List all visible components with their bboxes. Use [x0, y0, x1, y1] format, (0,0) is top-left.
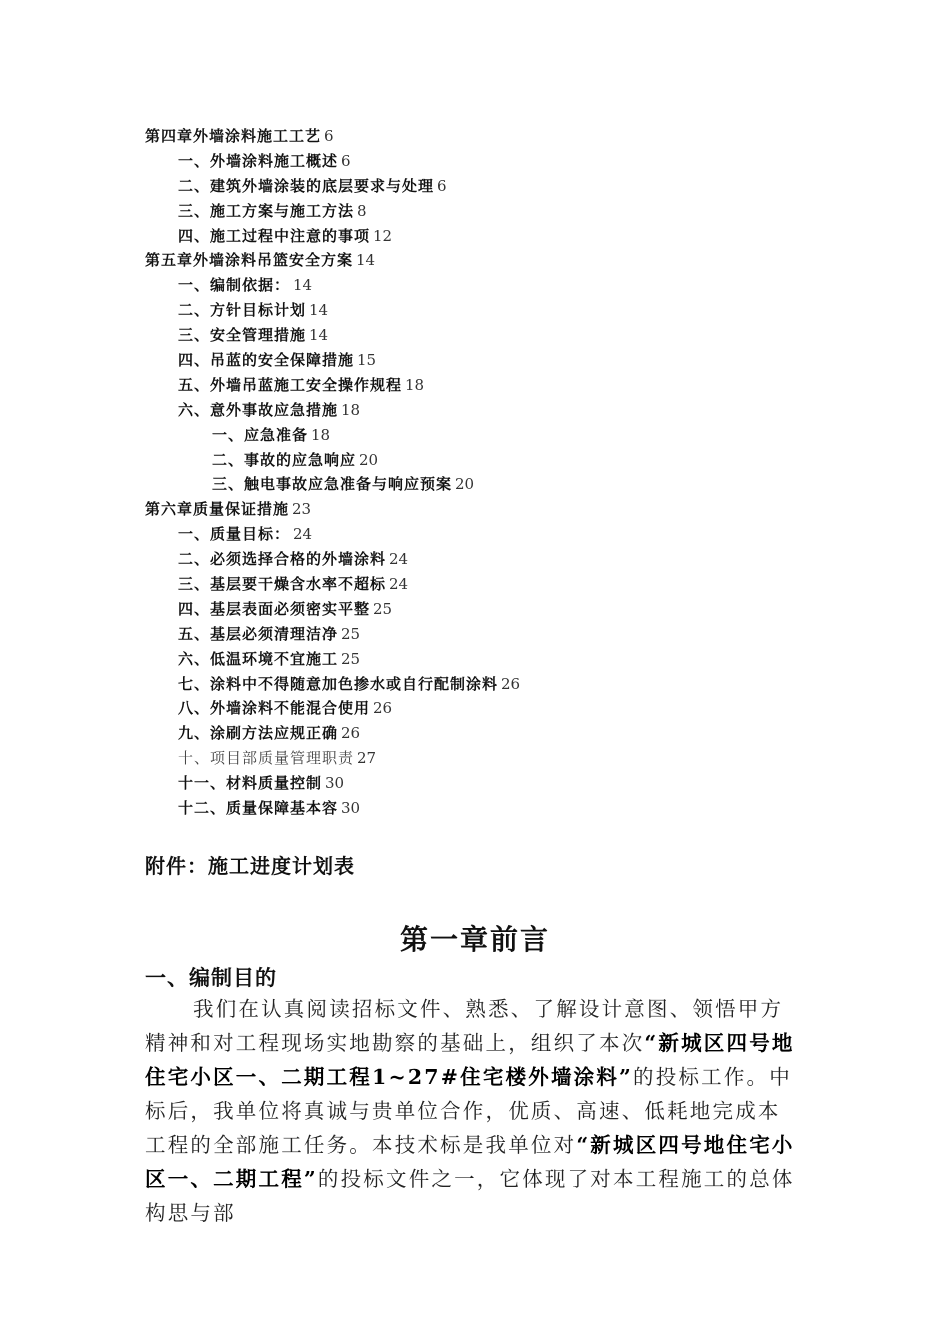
toc-entry-title: 五、外墙吊蓝施工安全操作规程 [178, 375, 403, 394]
toc-entry-title: 一、应急准备 [212, 425, 309, 444]
toc-entry-page-number: 20 [359, 450, 379, 469]
toc-entry-title: 四、吊蓝的安全保障措施 [178, 351, 355, 370]
toc-entry-title: 三、基层要干燥含水率不超标 [178, 575, 387, 594]
toc-entry[interactable] [0, 423, 950, 448]
toc-entry[interactable] [0, 572, 950, 597]
toc-entry-page-number: 6 [437, 176, 447, 195]
toc-entry-title: 一、外墙涂料施工概述 [178, 151, 339, 170]
toc-entry[interactable] [0, 497, 950, 522]
toc-entry-page-number: 26 [373, 699, 393, 718]
toc-entry-page-number: 18 [341, 400, 361, 419]
toc-entry-page-number: 14 [309, 326, 329, 345]
toc-entry-title: 十、项目部质量管理职责 [178, 749, 355, 768]
toc-entry[interactable] [0, 373, 950, 398]
toc-entry[interactable] [0, 174, 950, 199]
toc-entry[interactable] [0, 696, 950, 721]
toc-entry-page-number: 25 [341, 624, 361, 643]
toc-entry-page-number: 12 [373, 226, 393, 245]
toc-entry-page-number: 20 [455, 475, 475, 494]
section-heading: 一、编制目的 [145, 965, 277, 990]
toc-entry-page-number: 24 [389, 550, 409, 569]
toc-entry-page-number: 30 [341, 799, 361, 818]
toc-entry[interactable] [0, 622, 950, 647]
toc-entry-page-number: 25 [341, 649, 361, 668]
toc-entry-title: 第六章质量保证措施 [145, 500, 290, 519]
body-segment: 的投标文件之一，它体现了对本工程施工的总体构思与部 [145, 1167, 795, 1225]
toc-entry-page-number: 15 [357, 351, 377, 370]
toc-entry-title: 第五章外墙涂料吊篮安全方案 [145, 251, 354, 270]
toc-entry-title: 二、建筑外墙涂装的底层要求与处理 [178, 176, 435, 195]
toc-entry-page-number: 18 [311, 425, 331, 444]
toc-entry[interactable] [0, 248, 950, 273]
toc-entry[interactable] [0, 746, 950, 771]
toc-entry-page-number: 25 [373, 599, 393, 618]
toc-entry-page-number: 14 [309, 301, 329, 320]
toc-entry-title: 三、安全管理措施 [178, 326, 307, 345]
toc-entry-title: 五、基层必须清理洁净 [178, 624, 339, 643]
toc-entry-title: 七、涂料中不得随意加色掺水或自行配制涂料 [178, 674, 499, 693]
toc-entry-page-number: 23 [292, 500, 312, 519]
toc-entry[interactable] [0, 672, 950, 697]
toc-entry[interactable] [0, 124, 950, 149]
toc-entry-title: 二、事故的应急响应 [212, 450, 357, 469]
toc-entry[interactable] [0, 796, 950, 821]
toc-entry-page-number: 6 [341, 151, 351, 170]
toc-entry[interactable] [0, 472, 950, 497]
chapter-title: 第一章前言 [399, 923, 550, 956]
toc-entry[interactable] [0, 771, 950, 796]
table-of-contents [0, 124, 950, 821]
toc-entry-title: 二、必须选择合格的外墙涂料 [178, 550, 387, 569]
toc-entry-title: 三、触电事故应急准备与响应预案 [212, 475, 453, 494]
toc-entry[interactable] [0, 199, 950, 224]
toc-entry-page-number: 26 [341, 724, 361, 743]
toc-entry-title: 第四章外墙涂料施工工艺 [145, 127, 322, 145]
toc-entry-title: 九、涂刷方法应规正确 [178, 724, 339, 743]
toc-entry-title: 三、施工方案与施工方法 [178, 201, 355, 220]
toc-entry[interactable] [0, 547, 950, 572]
body-segment-bold: “新城区四号地住宅小区一、二期工程1~27#住宅楼外墙涂料” [145, 1031, 795, 1089]
toc-entry-title: 十一、材料质量控制 [178, 774, 323, 793]
toc-entry-title: 一、质量目标： [178, 525, 291, 544]
toc-entry-page-number: 27 [357, 749, 377, 768]
toc-entry[interactable] [0, 298, 950, 323]
toc-entry[interactable] [0, 398, 950, 423]
body-segment: 的投标工作。中标后，我单位将真诚与贵单位合作，优质、高速、低耗地完成本工程的全部施工任务。本技术标是我单位对 [145, 1065, 792, 1157]
toc-entry-title: 八、外墙涂料不能混合使用 [178, 699, 371, 718]
toc-entry-title: 六、意外事故应急措施 [178, 400, 339, 419]
toc-entry[interactable] [0, 522, 950, 547]
toc-entry-page-number: 14 [356, 251, 376, 270]
toc-entry[interactable] [0, 224, 950, 249]
toc-entry-page-number: 18 [405, 375, 425, 394]
toc-entry[interactable] [0, 348, 950, 373]
toc-entry-title: 一、编制依据： [178, 276, 291, 295]
toc-entry-page-number: 30 [325, 774, 345, 793]
toc-entry-page-number: 24 [293, 525, 313, 544]
toc-entry-page-number: 24 [389, 575, 409, 594]
toc-entry-title: 二、方针目标计划 [178, 301, 307, 320]
toc-entry-title: 十二、质量保障基本容 [178, 799, 339, 818]
toc-entry[interactable] [0, 323, 950, 348]
toc-entry-page-number: 14 [293, 276, 313, 295]
body-segment-bold: “新城区四号地住宅小区一、二期工程” [145, 1133, 795, 1191]
toc-entry[interactable] [0, 273, 950, 298]
toc-entry[interactable] [0, 149, 950, 174]
toc-entry-title: 四、施工过程中注意的事项 [178, 226, 371, 245]
toc-entry[interactable] [0, 448, 950, 473]
body-paragraph [145, 992, 797, 1230]
toc-entry[interactable] [0, 647, 950, 672]
toc-entry-page-number: 8 [357, 201, 367, 220]
toc-entry-title: 六、低温环境不宜施工 [178, 649, 339, 668]
toc-entry-title: 四、基层表面必须密实平整 [178, 599, 371, 618]
toc-entry-page-number: 26 [501, 674, 521, 693]
appendix-title: 附件：施工进度计划表 [145, 854, 355, 878]
toc-entry[interactable] [0, 721, 950, 746]
toc-entry[interactable] [0, 597, 950, 622]
body-segment: 我们在认真阅读招标文件、熟悉、了解设计意图、领悟甲方精神和对工程现场实地勘察的基础上，组织了本次 [145, 997, 784, 1055]
toc-entry-page-number: 6 [324, 127, 334, 145]
